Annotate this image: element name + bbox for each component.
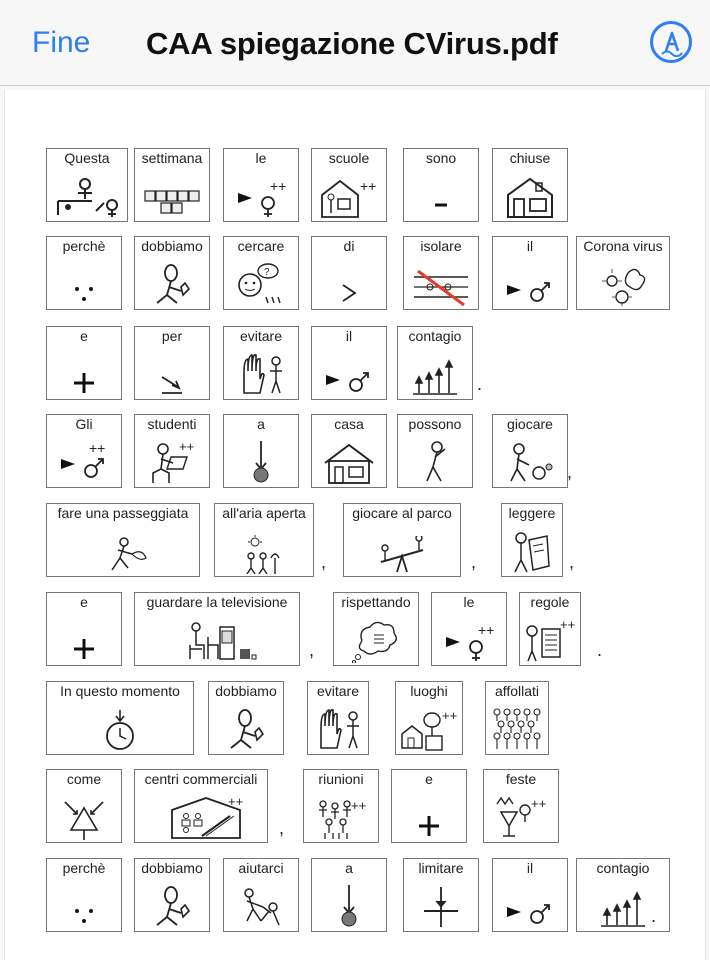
symbol-card-di <box>311 236 387 310</box>
symbol-card-le <box>223 148 299 222</box>
symbol-card-perch <box>46 236 122 310</box>
symbol-label: Questa <box>64 150 110 166</box>
symbol-card-centri-commerciali <box>134 769 268 843</box>
symbol-label: all'aria aperta <box>222 505 306 521</box>
punctuation-mark: . <box>651 906 657 926</box>
symbol-card-sono <box>403 148 479 222</box>
symbol-card-contagio <box>397 326 473 400</box>
symbol-label: il <box>526 238 534 254</box>
symbol-label: a <box>257 416 265 432</box>
symbol-label: e <box>425 771 433 787</box>
punctuation-mark: , <box>279 818 285 838</box>
symbol-card-feste <box>483 769 559 843</box>
symbol-card-regole <box>519 592 581 666</box>
symbol-label: fare una passeggiata <box>57 505 189 521</box>
symbol-label: evitare <box>316 683 360 699</box>
symbol-card-limitare <box>403 858 479 932</box>
symbol-label: isolare <box>420 238 462 254</box>
symbol-label: Corona virus <box>583 238 663 254</box>
symbol-card-riunioni <box>303 769 379 843</box>
punctuation-mark: , <box>567 462 573 482</box>
symbol-label: regole <box>530 594 570 610</box>
symbol-label: le <box>463 594 475 610</box>
symbol-label: leggere <box>508 505 556 521</box>
symbol-card-perch <box>46 858 122 932</box>
symbol-label: perchè <box>62 238 106 254</box>
symbol-label: aiutarci <box>238 860 284 876</box>
symbol-card-dobbiamo <box>208 681 284 755</box>
symbol-card-guardare-la-televisione <box>134 592 300 666</box>
punctuation-mark: , <box>569 552 575 572</box>
symbol-card-affollati <box>485 681 549 755</box>
symbol-card-chiuse <box>492 148 568 222</box>
symbol-label: come <box>66 771 102 787</box>
symbol-label: e <box>80 328 88 344</box>
punctuation-mark: , <box>321 552 327 572</box>
document-title: CAA spiegazione CVirus.pdf <box>146 26 558 61</box>
symbol-card-in-questo-momento <box>46 681 194 755</box>
symbol-card-isolare <box>403 236 479 310</box>
punctuation-mark: , <box>309 640 315 660</box>
symbol-card-a <box>223 414 299 488</box>
symbol-label: rispettando <box>341 594 411 610</box>
markup-pen-icon[interactable] <box>650 21 692 63</box>
symbol-card-le <box>431 592 507 666</box>
symbol-label: settimana <box>141 150 203 166</box>
svg-text:++: ++ <box>351 798 367 813</box>
symbol-label: centri commerciali <box>144 771 258 787</box>
symbol-label: luoghi <box>410 683 448 699</box>
symbol-label: Gli <box>75 416 93 432</box>
symbol-card-dobbiamo <box>134 236 210 310</box>
symbol-label: per <box>161 328 183 344</box>
symbol-label: e <box>80 594 88 610</box>
symbol-card-cercare <box>223 236 299 310</box>
symbol-label: le <box>255 150 267 166</box>
symbol-label: sono <box>425 150 457 166</box>
symbol-card-dobbiamo <box>134 858 210 932</box>
symbol-card-evitare <box>223 326 299 400</box>
symbol-label: studenti <box>147 416 197 432</box>
svg-text:++: ++ <box>179 439 195 454</box>
punctuation-mark: . <box>477 374 483 394</box>
svg-text:++: ++ <box>270 179 286 194</box>
symbol-label: casa <box>334 416 364 432</box>
symbol-label: limitare <box>418 860 464 876</box>
symbol-label: riunioni <box>318 771 364 787</box>
symbol-label: chiuse <box>509 150 551 166</box>
symbol-label: perchè <box>62 860 106 876</box>
symbol-card-il <box>492 236 568 310</box>
svg-text:++: ++ <box>560 619 576 632</box>
pdf-page <box>4 90 706 960</box>
symbol-label: giocare al parco <box>352 505 452 521</box>
symbol-label: cercare <box>237 238 285 254</box>
punctuation-mark: . <box>597 640 603 660</box>
symbol-card-come <box>46 769 122 843</box>
symbol-card-il <box>311 326 387 400</box>
done-button[interactable]: Fine <box>32 26 91 59</box>
symbol-card-leggere <box>501 503 563 577</box>
symbol-label: possono <box>408 416 462 432</box>
symbol-card-questa <box>46 148 128 222</box>
symbol-card-all-aria-aperta <box>214 503 314 577</box>
symbol-label: dobbiamo <box>141 860 203 876</box>
symbol-card-e <box>46 326 122 400</box>
symbol-card-giocare <box>492 414 568 488</box>
svg-text:++: ++ <box>442 708 458 723</box>
symbol-label: scuole <box>328 150 370 166</box>
symbol-label: a <box>345 860 353 876</box>
symbol-card-e <box>46 592 122 666</box>
symbol-label: guardare la televisione <box>146 594 288 610</box>
symbol-label: giocare <box>507 416 553 432</box>
symbol-card-luoghi <box>395 681 463 755</box>
symbol-label: dobbiamo <box>215 683 277 699</box>
symbol-card-evitare <box>307 681 369 755</box>
symbol-card-corona-virus <box>576 236 670 310</box>
symbol-card-scuole <box>311 148 387 222</box>
symbol-label: affollati <box>494 683 540 699</box>
symbol-card-per <box>134 326 210 400</box>
symbol-label: feste <box>505 771 537 787</box>
symbol-card-studenti <box>134 414 210 488</box>
svg-text:++: ++ <box>89 441 106 456</box>
punctuation-mark: , <box>471 552 477 572</box>
symbol-label: In questo momento <box>60 683 180 699</box>
symbol-card-rispettando <box>333 592 419 666</box>
symbol-label: il <box>526 860 534 876</box>
svg-text:?: ? <box>264 267 270 278</box>
svg-text:++: ++ <box>531 796 547 811</box>
symbol-card-e <box>391 769 467 843</box>
svg-text:++: ++ <box>360 178 377 194</box>
symbol-card-casa <box>311 414 387 488</box>
symbol-card-giocare-al-parco <box>343 503 461 577</box>
symbol-label: di <box>343 238 355 254</box>
symbol-label: il <box>345 328 353 344</box>
symbol-label: contagio <box>596 860 650 876</box>
symbol-card-gli <box>46 414 122 488</box>
toolbar <box>0 0 710 86</box>
symbol-label: dobbiamo <box>141 238 203 254</box>
symbol-card-a <box>311 858 387 932</box>
symbol-card-possono <box>397 414 473 488</box>
svg-text:++: ++ <box>228 794 244 809</box>
symbol-card-settimana <box>134 148 210 222</box>
symbol-label: contagio <box>408 328 462 344</box>
svg-text:++: ++ <box>478 623 494 638</box>
symbol-card-il <box>492 858 568 932</box>
symbol-card-aiutarci <box>223 858 299 932</box>
symbol-card-fare-una-passeggiata <box>46 503 200 577</box>
symbol-label: evitare <box>239 328 283 344</box>
